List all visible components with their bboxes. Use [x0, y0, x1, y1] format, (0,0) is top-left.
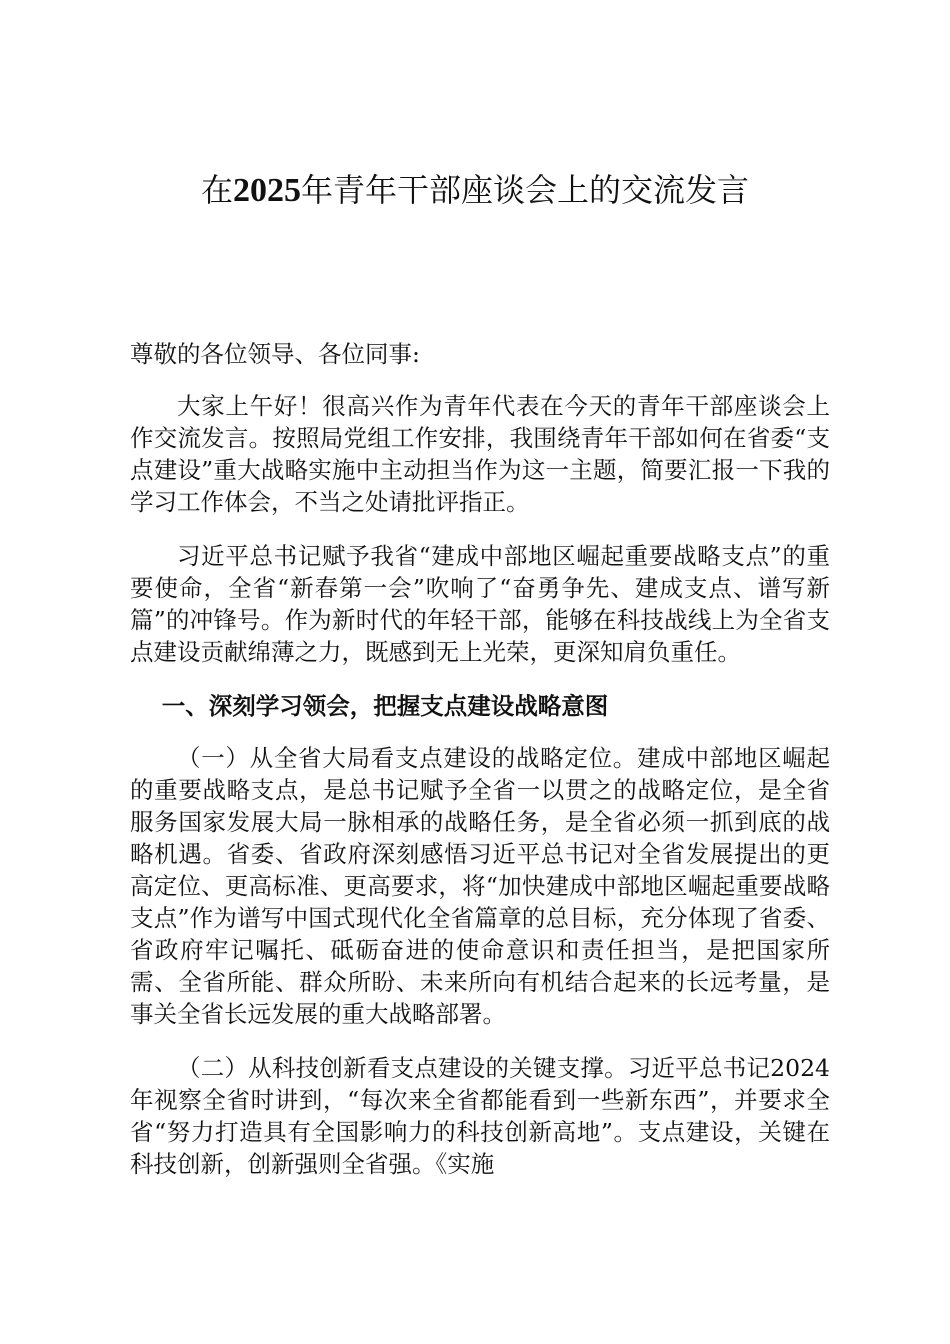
title-year: 2025: [233, 172, 301, 209]
document-body: [130, 338, 830, 1202]
section-heading-1: 一、深刻学习领会，把握支点建设战略意图: [161, 692, 609, 720]
title-prefix: 在: [200, 171, 233, 209]
salutation: 尊敬的各位领导、各位同事:: [130, 340, 420, 368]
paragraph-mission: 习近平总书记赋予我省“建成中部地区崛起重要战略支点”的重要使命，全省“新春第一会”吹响了“奋勇争先、建成支点、谱写新篇”的冲锋号。作为新时代的年轻干部，能够在科技战线上为全省支点建设贡献绵薄之力，既感到无上光荣，更深知肩负重任。: [130, 542, 830, 666]
paragraph-tech-innovation: （二）从科技创新看支点建设的关键支撑。习近平总书记2024 年视察全省时讲到，“每次来全省都能看到一些新东西”，并要求全省“努力打造具有全国影响力的科技创新高地”。支点建设，关键在科技创新，创新强则全省强。《实施: [130, 1054, 830, 1178]
document-title: [0, 168, 950, 213]
title-suffix: 年青年干部座谈会上的交流发言: [301, 171, 750, 209]
paragraph-greeting: 大家上午好！很高兴作为青年代表在今天的青年干部座谈会上作交流发言。按照局党组工作安排，我围绕青年干部如何在省委“支点建设”重大战略实施中主动担当作为这一主题，简要汇报一下我的学习工作体会，不当之处请批评指正。: [130, 392, 830, 516]
paragraph-strategic-positioning: （一）从全省大局看支点建设的战略定位。建成中部地区崛起的重要战略支点，是总书记赋予全省一以贯之的战略定位，是全省服务国家发展大局一脉相承的战略任务，是全省必须一抓到底的战略机遇。省委、省政府深刻感悟习近平总书记对全省发展提出的更高定位、更高标准、更高要求，将“加快建成中部地区崛起重要战略支点”作为谱写中国式现代化全省篇章的总目标，充分体现了省委、省政府牢记嘱托、砥砺奋进的使命意识和责任担当，是把国家所需、全省所能、群众所盼、未来所向有机结合起来的长远考量，是事关全省长远发展的重大战略部署。: [130, 744, 830, 1028]
